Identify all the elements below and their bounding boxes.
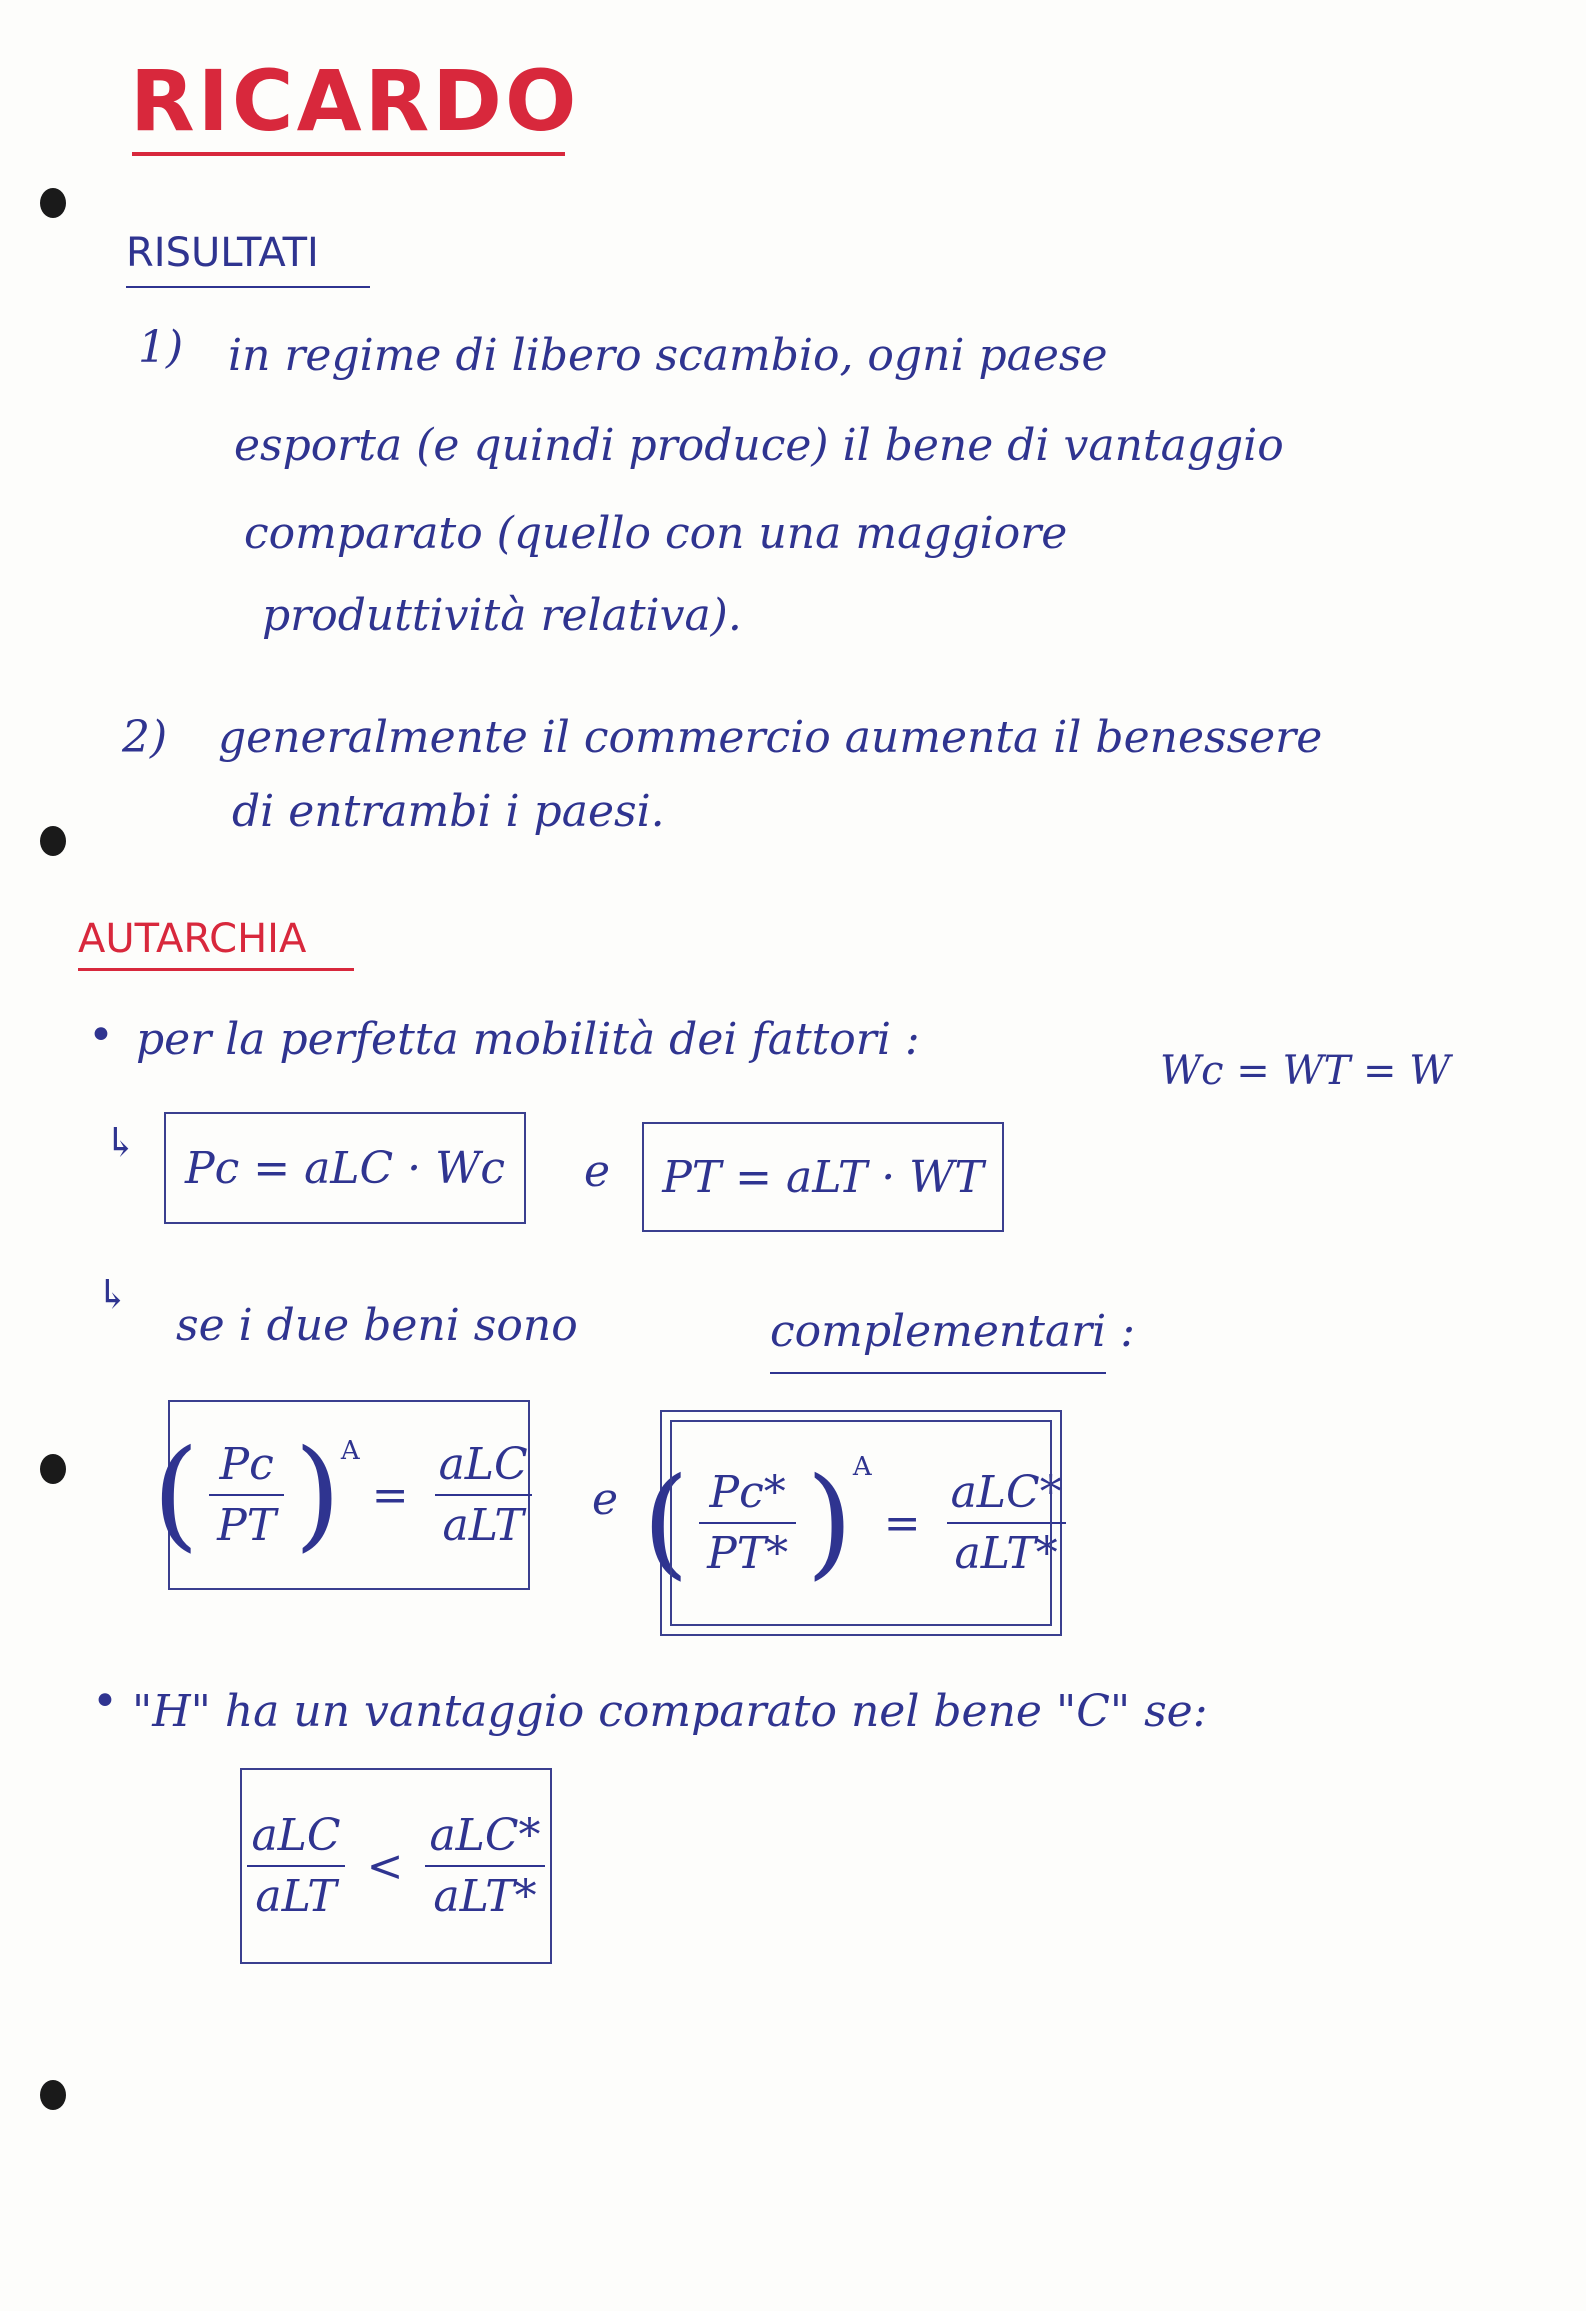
- autarky-superscript: A: [340, 1436, 360, 1466]
- bullet-dot: •: [88, 1010, 114, 1061]
- point1-line-2: esporta (e quindi produce) il bene di vantaggio: [234, 420, 1284, 471]
- formula-box-pt: PT = aLT · WT: [642, 1122, 1004, 1232]
- point1-line-3: comparato (quello con una maggiore: [244, 508, 1068, 559]
- section-heading-autarchia: AUTARCHIA: [78, 916, 307, 962]
- section-heading-risultati: RISULTATI: [126, 230, 319, 276]
- punch-hole: [40, 2080, 66, 2110]
- page-title: RICARDO: [130, 52, 580, 150]
- point-marker-2: 2): [122, 712, 168, 763]
- fraction-numerator: aLC*: [950, 1467, 1062, 1518]
- fraction-numerator: aLC: [438, 1439, 528, 1490]
- wage-equation: Wc = WT = W: [1160, 1048, 1451, 1094]
- equals-sign: =: [371, 1469, 409, 1521]
- point-marker-1: 1): [138, 322, 184, 373]
- fraction-numerator: Pc: [219, 1439, 274, 1490]
- autarky-superscript: A: [852, 1452, 872, 1482]
- fraction-denominator: aLT*: [425, 1865, 544, 1922]
- point2-line-2: di entrambi i paesi.: [232, 786, 665, 837]
- heading-underline: [78, 968, 354, 971]
- arrow-icon: ↳: [96, 1272, 130, 1318]
- heading-underline: [126, 286, 370, 288]
- relative-price-box-foreign: [642, 1410, 1062, 1636]
- point1-line-4: produttività relativa).: [262, 590, 742, 641]
- complementari-label: complementari :: [770, 1306, 1136, 1357]
- foreign-fraction: [421, 1810, 548, 1922]
- point2-line-1: generalmente il commercio aumenta il benessere: [218, 712, 1323, 763]
- connector-e: e: [592, 1474, 619, 1525]
- punch-hole: [40, 188, 66, 218]
- punch-hole: [40, 826, 66, 856]
- labor-fraction: [431, 1439, 536, 1551]
- price-fraction: [699, 1467, 796, 1579]
- arrow-icon: ↳: [104, 1120, 138, 1166]
- fraction-numerator: aLC: [251, 1810, 341, 1861]
- formula-box-pc: Pc = aLC · Wc: [164, 1112, 526, 1224]
- fraction-denominator: aLT: [247, 1865, 344, 1922]
- less-than-sign: <: [366, 1840, 404, 1892]
- title-underline: [132, 152, 565, 156]
- bullet1-text: per la perfetta mobilità dei fattori :: [136, 1014, 920, 1065]
- bullet2-text: "H" ha un vantaggio comparato nel bene "C" se:: [132, 1686, 1208, 1737]
- fraction-denominator: PT: [209, 1494, 284, 1551]
- fraction-numerator: Pc*: [709, 1467, 786, 1518]
- connector-e: e: [584, 1146, 611, 1197]
- comparative-advantage-box: [240, 1768, 552, 1964]
- point1-line-1: in regime di libero scambio, ogni paese: [228, 330, 1108, 381]
- labor-fraction: [943, 1467, 1070, 1579]
- fraction-denominator: PT*: [699, 1522, 796, 1579]
- line-se: se i due beni sono: [176, 1300, 578, 1351]
- fraction-numerator: aLC*: [429, 1810, 541, 1861]
- equals-sign: =: [883, 1497, 921, 1549]
- price-fraction: [209, 1439, 284, 1551]
- punch-hole: [40, 1454, 66, 1484]
- home-fraction: [243, 1810, 348, 1922]
- paren-open: (: [642, 1453, 690, 1592]
- relative-price-box-home: [152, 1400, 530, 1590]
- fraction-denominator: aLT: [435, 1494, 532, 1551]
- bullet-dot: •: [92, 1676, 118, 1727]
- complementari-underline: [770, 1372, 1106, 1374]
- paren-close: ): [806, 1453, 853, 1592]
- paren-close: ): [294, 1425, 341, 1564]
- paren-open: (: [152, 1425, 200, 1564]
- fraction-denominator: aLT*: [947, 1522, 1066, 1579]
